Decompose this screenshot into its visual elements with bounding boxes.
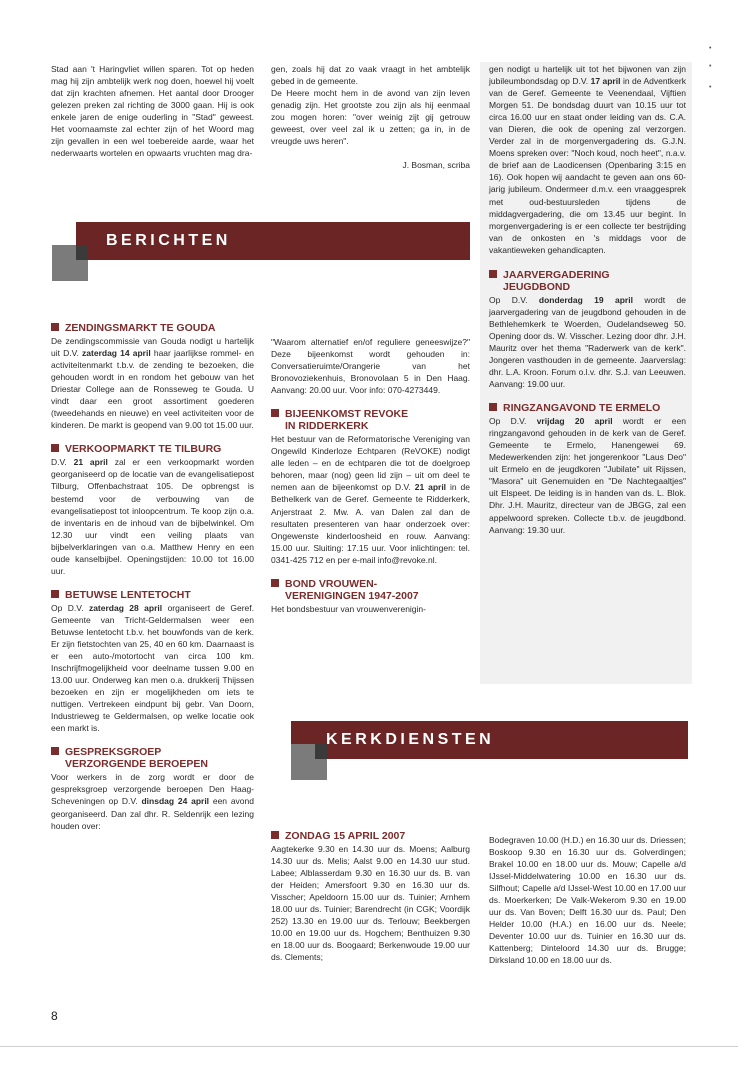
heading-bond: BOND VROUWEN- VERENIGINGEN 1947-2007: [271, 578, 470, 602]
heading-gespreksgroep: GESPREKSGROEP VERZORGENDE BEROEPEN: [51, 746, 254, 770]
bullet-square: [271, 409, 279, 417]
item-text: Het bondsbestuur van vrouwenverenigin-: [271, 603, 426, 614]
heading-lentetocht: BETUWSE LENTETOCHT: [51, 589, 254, 601]
signature: J. Bosman, scriba: [402, 160, 470, 171]
bullet-square: [51, 323, 59, 331]
bullet-square: [489, 403, 497, 411]
item-text: Op D.V. donderdag 19 april wordt de jaarvergadering van de jeugdbond gehouden in de Bethlehemkerk te Woerden, Oudelandseweg 50. Opening door ds. W. Visscher. Lezing door dhr. J.H. Mauritz over het thema "Raderwerk van de kerk". Jongeren vasthouden in de gemeente. Jaarverslag: dhr. L.A. Kroon. Forum o.l.v. dhr. S.J. van Leeuwen. Aanvang: 19.00 uur.: [489, 294, 686, 390]
page-number: 8: [51, 1009, 58, 1023]
item-text: Voor werkers in de zorg wordt er door de gespreksgroep verzorgende beroepen Den Haag-Scheveningen op D.V. dinsdag 24 april een avond georganiseerd. Dan zal dhr. R. Seldenrijk een lezing houden over:: [51, 772, 254, 831]
item-text: Op D.V. zaterdag 28 april organiseert de Geref. Gemeente van Tricht-Geldermalsen weer een Betuwse lentetocht t.b.v. het bouwfonds van de kerk. Er zijn fietstochten van 25, 40 en 60 km. Daarnaast is er een auto-/motortocht van circa 100 km. Inschrijfmogelijkheid voor deelname tussen 9.00 en 13.00 uur. Onderweg kan men o.a. drukkerij Thijssen bezoeken en zijn er mogelijkheden om iets te nuttigen. Vertrekeen eindpunt bij gebr. Van Doorn, Industrieweg te Geldermalsen, op welke locatie ook een markt is.: [51, 602, 254, 734]
heading-zendingsmarkt: ZENDINGSMARKT TE GOUDA: [51, 322, 254, 334]
bullet-square: [271, 579, 279, 587]
column-3: [489, 63, 686, 536]
item-text: De zendingscommissie van Gouda nodigt u hartelijk uit D.V. zaterdag 14 april haar jaarlijkse rommel- en activiteitenmarkt t.b.v. de zending te bezoeken, die gehouden wordt in en rondom het gebouw van het Driestar College aan de Ronsseweg te Gouda. U vindt daar een groot assortiment goederen (tweedehands en nieuwe) en veel activiteiten voor de kinderen. De markt is geopend van 9.00 tot 15.00 uur.: [51, 336, 254, 431]
heading-jaarvergadering: JAARVERGADERING JEUGDBOND: [489, 269, 686, 293]
bullet-square: [489, 270, 497, 278]
service-list: Bodegraven 10.00 (H.D.) en 16.30 uur ds. Driessen; Boskoop 9.30 en 16.30 uur ds. Golverdingen; Brakel 10.00 en 18.00 uur ds. Mouw; Capelle a/d IJssel-Middelwatering 10.00 en 16.30 uur ds. Silfhout; Capelle a/d IJssel-West 10.00 en 17.00 uur ds. Moerkerken; De Valk-Wekerom 9.30 en 19.00 uur ds. Van Boven; Delft 16.30 uur ds. Paul; Den Helder 10.00 (H.A.) en 16.00 uur ds. Neele; Deventer 10.00 uur ds. Tuinier en 16.30 uur ds. Kattenberg; Dinteloord 14.30 uur ds. Brugge; Dirksland 10.00 en 18.00 uur ds.: [489, 835, 686, 966]
column-2: [271, 336, 470, 615]
bullet-square: [51, 747, 59, 755]
section-title-kerkdiensten: KERKDIENSTEN: [326, 731, 495, 748]
margin-mark: •: [709, 84, 712, 91]
item-text: D.V. 21 april zal er een verkoopmarkt worden georganiseerd op de locatie van de evangelisatiepost Tilburg, Offenbachstraat 105. De opbrengst is bestemd voor de verbouwing van de evangelisatiepost tot inloopcentrum. Te koop zijn o.a. de inventaris en de inhoud van de bijbelwinkel. Om 12.30 uur vindt een veiling plaats van bijbelverklaringen van o.a. Matthew Henry en een oude kanselbijbel. Openingstijden: 10.00 tot 16.00 uur.: [51, 457, 254, 576]
heading-zondag: ZONDAG 15 APRIL 2007: [271, 830, 470, 842]
article-text: De Heere mocht hem in de avond van zijn leven genadig zijn. Het grootste zou zijn als hij eenmaal zou mogen horen: "over weinig zijt gij getrouw geweest, over veel zal ik u zetten; ga in, in de vreugde uws heren".: [271, 88, 470, 147]
column-1-top: [51, 63, 254, 159]
bullet-square: [51, 444, 59, 452]
column-2-top: [271, 63, 470, 171]
margin-mark: •: [709, 45, 712, 52]
service-list: Aagtekerke 9.30 en 14.30 uur ds. Moens; Aalburg 14.30 uur ds. Melis; Aalst 9.00 en 14.30 uur stud. Labee; Alblasserdam 9.30 en 16.30 uur ds. B. van der Heiden; Amersfoort 9.30 en 16.30 uur ds. Visscher; Apeldoorn 15.00 uur ds. Tuinier; Arnhem 18.00 uur ds. Tuinier; Barendrecht (in CGK; Voordijk 252) 13.30 en 19.00 uur ds. Terlouw; Beekbergen 10.00 en 19.00 uur ds. Hogchem; Benthuizen 9.30 en 18.00 uur ds. Boogaard; Berkenwoude 19.00 uur ds. Clements;: [271, 844, 470, 963]
bullet-square: [271, 831, 279, 839]
heading-revoke: BIJEENKOMST REVOKE IN RIDDERKERK: [271, 408, 470, 432]
bottom-rule: [0, 1046, 738, 1047]
item-text: Op D.V. vrijdag 20 april wordt er een ringzangavond gehouden in de kerk van de Geref. Gemeente te Ermelo, Hanengewei 69. Medewerkenden zijn: het jongerenkoor "Laus Deo" uit Ermelo en de jeugdkoren "Jubilate" uit Rijssen, "Masora" uit Genemuiden en "De Nachtegaaltjes" uit Elspeet. De leiding is in handen van ds. L. Blok. Dhr. J.H. Mauritz, directeur van de JBGG, zal een appelwoord spreken. Collecte t.b.v. de jeugdbond. Aanvang: 19.30 uur.: [489, 416, 686, 535]
item-text: Het bestuur van de Reformatorische Vereniging van Ongewild Kinderloze Echtparen (ReVOKE) nodigt alle leden – en de echtparen die tot de doelgroep behoren, maar (nog) geen lid zijn – uit om deel te nemen aan de bijeenkomst op D.V. 21 april in de Bethelkerk van de Geref. Gemeente te Ridderkerk, Anjerstraat 2. Mw. A. van Dalen zal dan de resultaten presenteren van haar onderzoek over: Ongewenste kinderloosheid en rouw. Aanvang: 15.00 uur. Sluiting: 17.15 uur. Voor inlichtingen: tel. 0341-425 712 en per e-mail info@revoke.nl.: [271, 434, 470, 565]
margin-mark: •: [709, 63, 712, 70]
banner-dark-square: [76, 245, 88, 260]
column-1: [51, 322, 254, 832]
kerkdiensten-column-1: [271, 830, 470, 963]
bullet-square: [51, 590, 59, 598]
heading-ringzang: RINGZANGAVOND TE ERMELO: [489, 402, 686, 414]
heading-verkoopmarkt: VERKOOPMARKT TE TILBURG: [51, 443, 254, 455]
item-text: gen nodigt u hartelijk uit tot het bijwonen van zijn jubileumbondsdag op D.V. 17 april in de Adventkerk van de Geref. Gemeente te Veenendaal, Vijftien Morgen 51. De bondsdag duurt van 10.15 uur tot circa 16.00 uur en staat onder leiding van ds. C.A. van Dieren, die ook de opening zal verzorgen. Verder zal in de morgenvergadering ds. G.J.N. Moens spreken over: "Noch koud, noch heet", n.a.v. de brief aan de Laodicensen (Openbaring 3:15 en 16). Ook hopen wij aandacht te geven aan ons 60-jarig jubileum. Ondermeer d.m.v. een vraaggesprek met oud-bestuursleden tijdens de middagvergadering, die om 13.45 uur begint. In morgenvergadering is er een collecte ter bestrijding van de onkosten en 's middags voor de vakantieweken gehandicapten.: [489, 64, 686, 255]
article-text: Stad aan 't Haringvliet willen sparen. Tot op heden mag hij zijn ambtelijk werk nog doen, hoewel hij voelt dat zijn krachten afnemen. Het aantal door Drooger gelezen preken zal richting de 3000 gaan. Hij is ook enkele jaren de enige ouderling in "Stad" geweest. Het voornaamste zal echter zijn of het Woord mag zijn gevallen in een wel toebereide aarde, waar het nederwaarts wortelen en opwaarts vruchten mag dra-: [51, 64, 254, 159]
item-text: "Waarom alternatief en/of reguliere geneeswijze?" Deze bijeenkomst wordt gehouden in: Conversatieruimte/Orangerie van het Bronovoziekenhuis, Bronovolaan 5 in Den Haag. Aanvang: 20.00 uur. Voor info: 070-4273449.: [271, 337, 470, 396]
article-text: gen, zoals hij dat zo vaak vraagt in het ambtelijk gebed in de gemeente.: [271, 64, 470, 87]
kerkdiensten-column-2: [489, 834, 686, 967]
section-title-berichten: BERICHTEN: [106, 232, 231, 249]
